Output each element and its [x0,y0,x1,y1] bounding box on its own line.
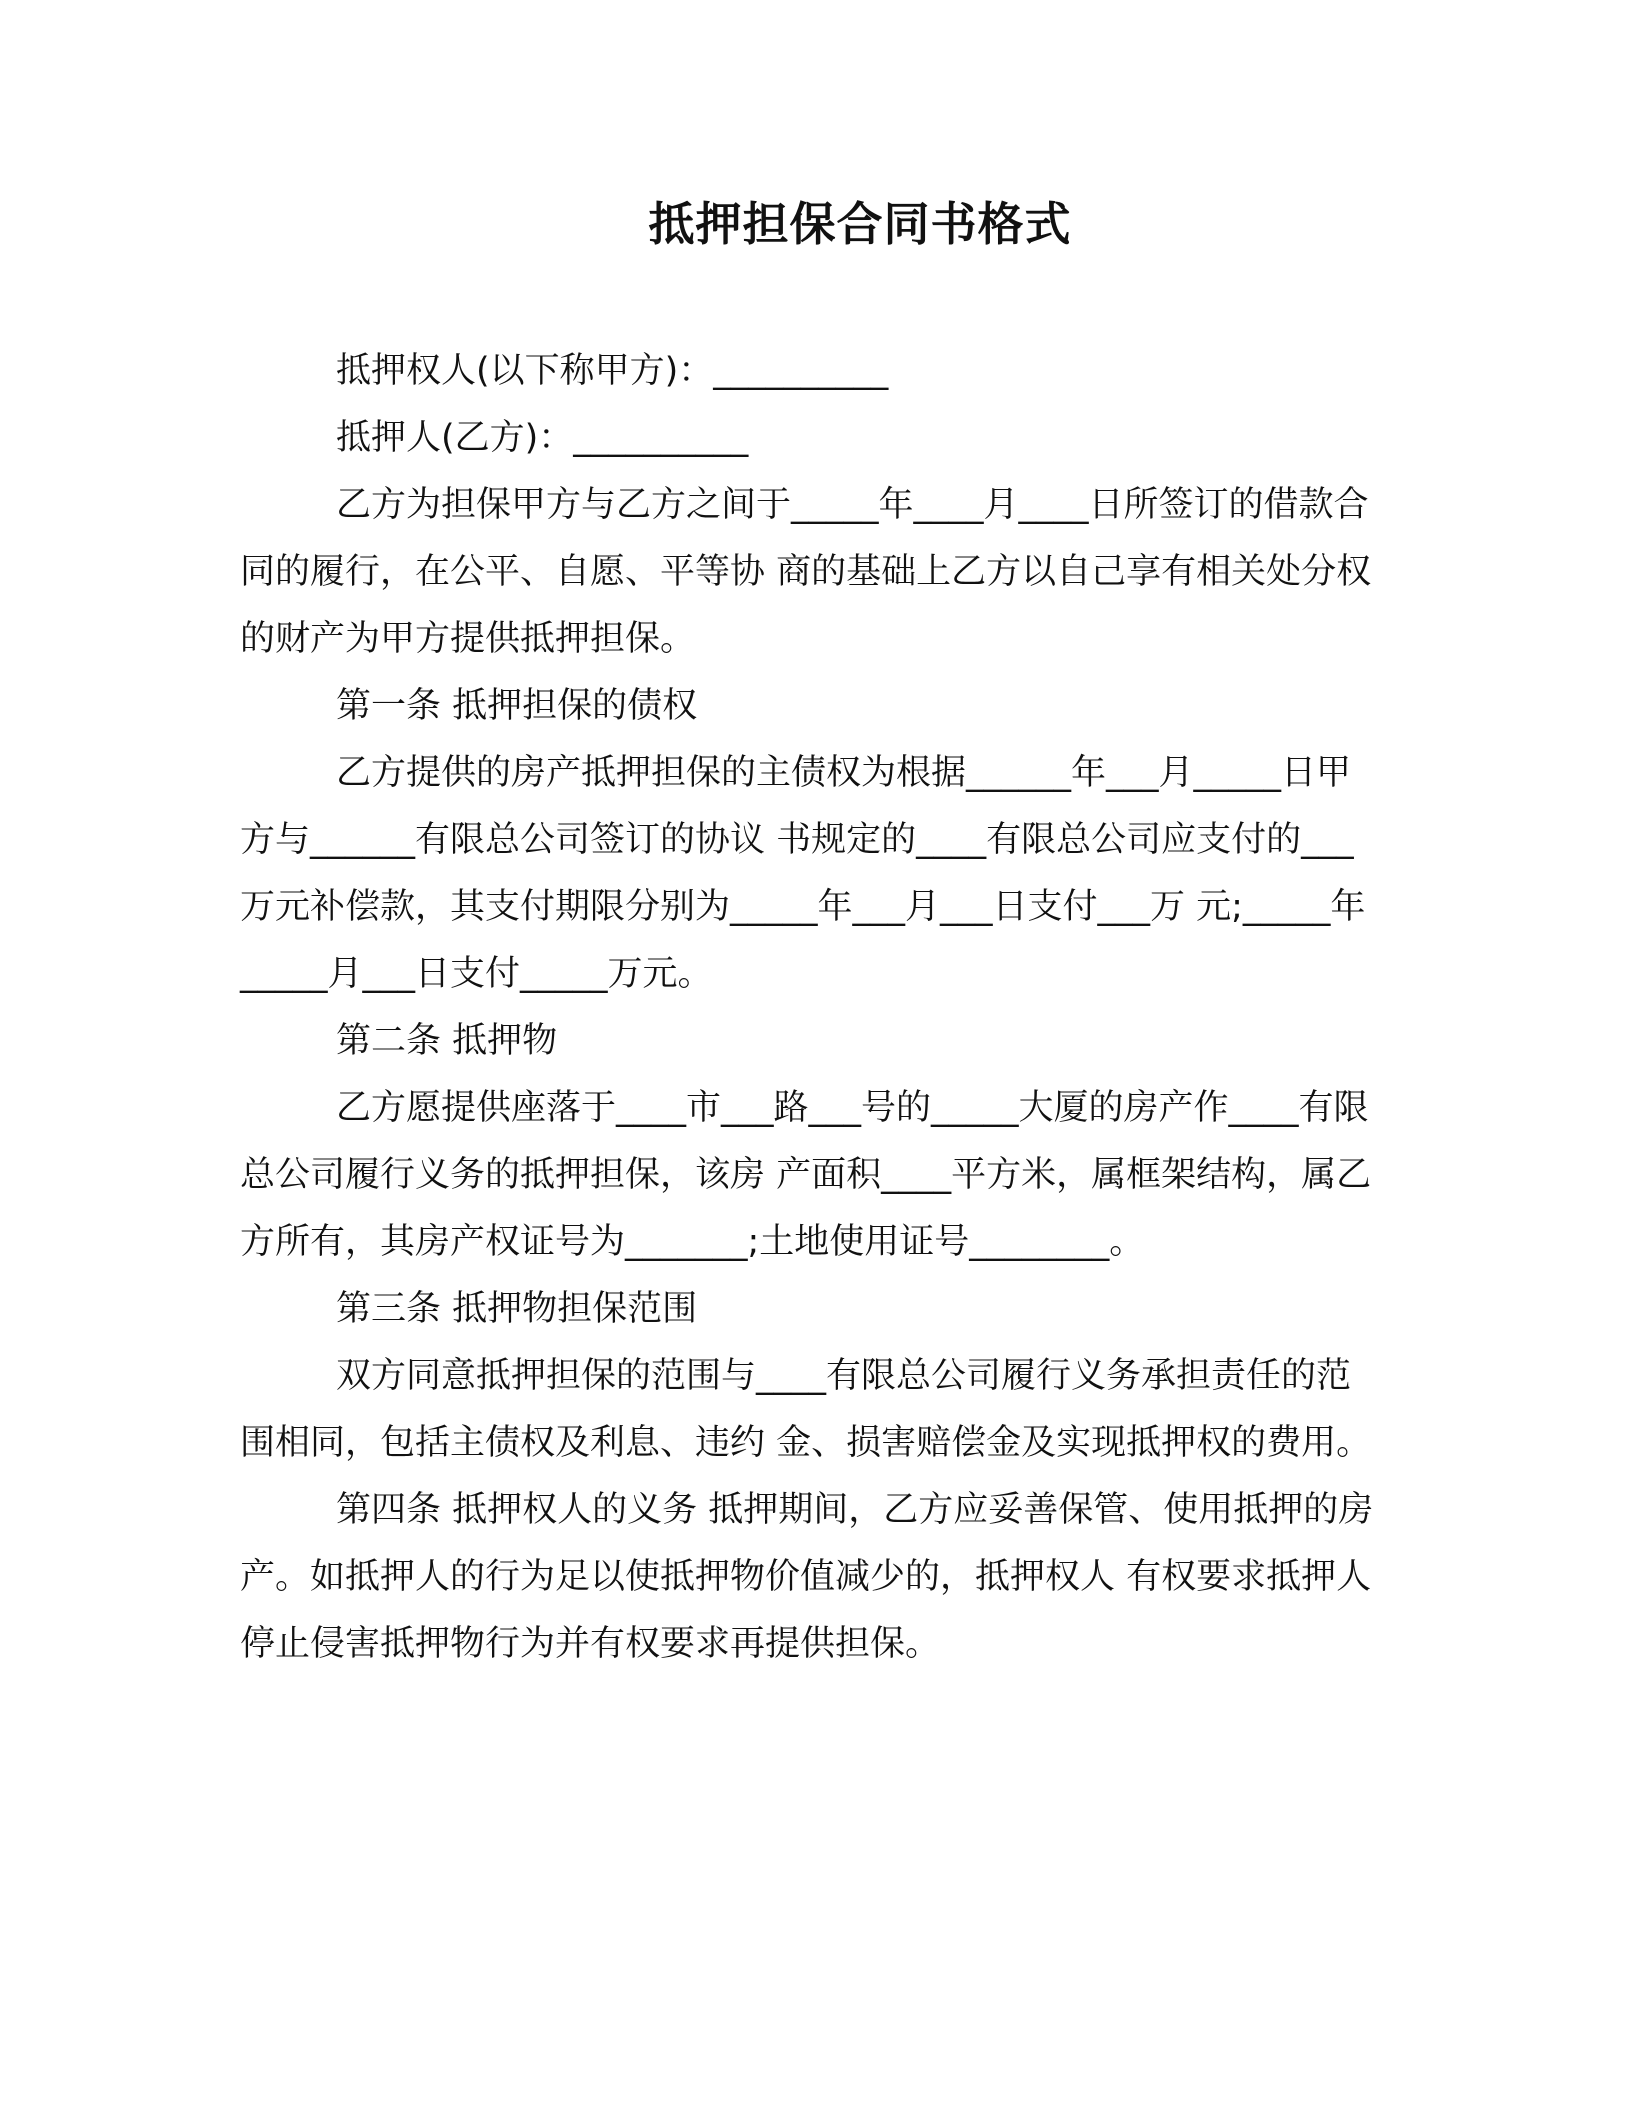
article-2-heading: 第二条 抵押物 [336,1021,558,1061]
document-title: 抵押担保合同书格式 [648,197,1072,251]
article-2-body: 乙方愿提供座落于____市___路___号的_____大厦的房产作____有限总公司履行义务的抵押担保，该房 产面积____平方米，属框架结构，属乙方所有，其房产权证号为_______;土地使用证号________。 [240,1088,1372,1262]
article-4-body: 第四条 抵押权人的义务 抵押期间，乙方应妥善保管、使用抵押的房产。如抵押人的行为足以使抵押物价值减少的，抵押权人 有权要求抵押人停止侵害抵押物行为并有权要求再提供担保。 [240,1490,1374,1664]
mortgagor-line: 抵押人(乙方)：__________ [336,418,749,458]
document-body [240,338,1380,1678]
intro-paragraph: 乙方为担保甲方与乙方之间于_____年____月____日所签订的借款合同的履行，在公平、自愿、平等协 商的基础上乙方以自己享有相关处分权的财产为甲方提供抵押担保。 [240,485,1372,659]
mortgagee-line: 抵押权人(以下称甲方)：__________ [336,351,889,391]
article-3-body: 双方同意抵押担保的范围与____有限总公司履行义务承担责任的范围相同，包括主债权及利息、违约 金、损害赔偿金及实现抵押权的费用。 [240,1356,1372,1463]
article-1-body: 乙方提供的房产抵押担保的主债权为根据______年___月_____日甲方与______有限总公司签订的协议 书规定的____有限总公司应支付的___万元补偿款，其支付期限分别为_____年___月___日支付___万 元;_____年_____月___日支付_____万元。 [240,753,1366,994]
article-1-heading: 第一条 抵押担保的债权 [336,686,698,726]
article-3-heading: 第三条 抵押物担保范围 [336,1289,698,1329]
